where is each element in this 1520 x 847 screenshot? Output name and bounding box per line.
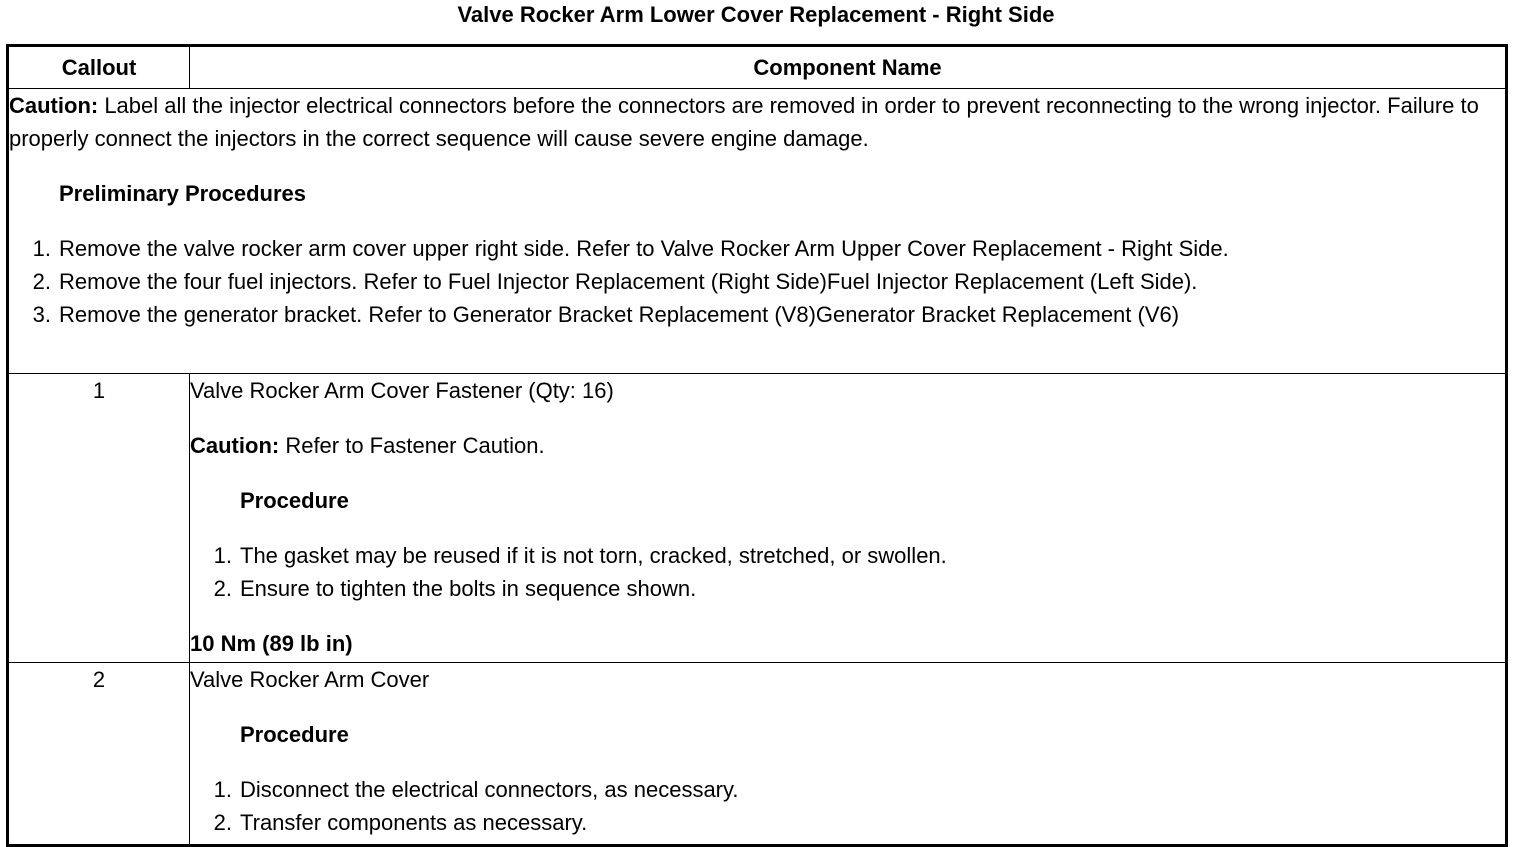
- list-item: [9, 298, 1505, 331]
- step-text[interactable]: Remove the generator bracket. Refer to Generator Bracket Replacement (V8)Generator Bracket Replacement (V6): [59, 302, 1180, 327]
- procedure-heading: Procedure: [240, 722, 349, 747]
- table-row: [8, 374, 1507, 663]
- preliminary-heading: Preliminary Procedures: [59, 181, 307, 206]
- caution-label: Caution:: [190, 433, 280, 458]
- page-title: Valve Rocker Arm Lower Cover Replacement - Right Side: [457, 2, 1055, 27]
- torque-spec: 10 Nm (89 lb in): [190, 631, 353, 656]
- callout-cell: 1: [8, 374, 190, 663]
- step-text: The gasket may be reused if it is not torn, cracked, stretched, or swollen.: [240, 543, 947, 568]
- caution-text[interactable]: Refer to Fastener Caution.: [279, 433, 545, 458]
- list-item: [190, 773, 1505, 806]
- caution-label: Caution:: [9, 93, 99, 118]
- preliminary-cell: [8, 89, 1507, 374]
- procedure-steps: [190, 773, 1505, 839]
- step-text[interactable]: Remove the four fuel injectors. Refer to Fuel Injector Replacement (Right Side)Fuel Injector Replacement (Left Side).: [59, 269, 1198, 294]
- step-text: Ensure to tighten the bolts in sequence shown.: [240, 576, 697, 601]
- component-name: Valve Rocker Arm Cover: [190, 667, 430, 692]
- preamble-caution: [9, 89, 1505, 155]
- table-header-row: [8, 46, 1507, 89]
- procedure-heading: Procedure: [240, 488, 349, 513]
- component-name-header: Component Name: [190, 46, 1507, 89]
- step-number: 1.: [213, 543, 232, 568]
- step-number: 2.: [32, 269, 51, 294]
- procedure-steps: [190, 539, 1505, 605]
- step-number: 1.: [32, 236, 51, 261]
- list-item: [9, 265, 1505, 298]
- step-number: 2.: [213, 576, 232, 601]
- step-number: 1.: [213, 777, 232, 802]
- step-number: 2.: [213, 810, 232, 835]
- table-row: [8, 663, 1507, 846]
- preliminary-steps: [9, 232, 1505, 331]
- caution-text: Label all the injector electrical connectors before the connectors are removed in order to prevent reconnecting to the wrong injector. Failure to properly connect the injectors in the correct sequence will cause severe engine damage.: [9, 93, 1479, 151]
- callout-header: Callout: [8, 46, 190, 89]
- list-item: [190, 539, 1505, 572]
- step-number: 3.: [32, 302, 51, 327]
- list-item: [9, 232, 1505, 265]
- list-item: [190, 572, 1505, 605]
- component-table: [6, 44, 1508, 847]
- component-name: Valve Rocker Arm Cover Fastener (Qty: 16): [190, 378, 614, 403]
- step-text[interactable]: Remove the valve rocker arm cover upper right side. Refer to Valve Rocker Arm Upper Cover Replacement - Right Side.: [59, 236, 1229, 261]
- callout-cell: 2: [8, 663, 190, 846]
- component-cell: [190, 663, 1507, 846]
- component-caution: [190, 429, 1505, 462]
- preliminary-row: [8, 89, 1507, 374]
- step-text: Disconnect the electrical connectors, as necessary.: [240, 777, 739, 802]
- step-text: Transfer components as necessary.: [240, 810, 588, 835]
- component-cell: [190, 374, 1507, 663]
- list-item: [190, 806, 1505, 839]
